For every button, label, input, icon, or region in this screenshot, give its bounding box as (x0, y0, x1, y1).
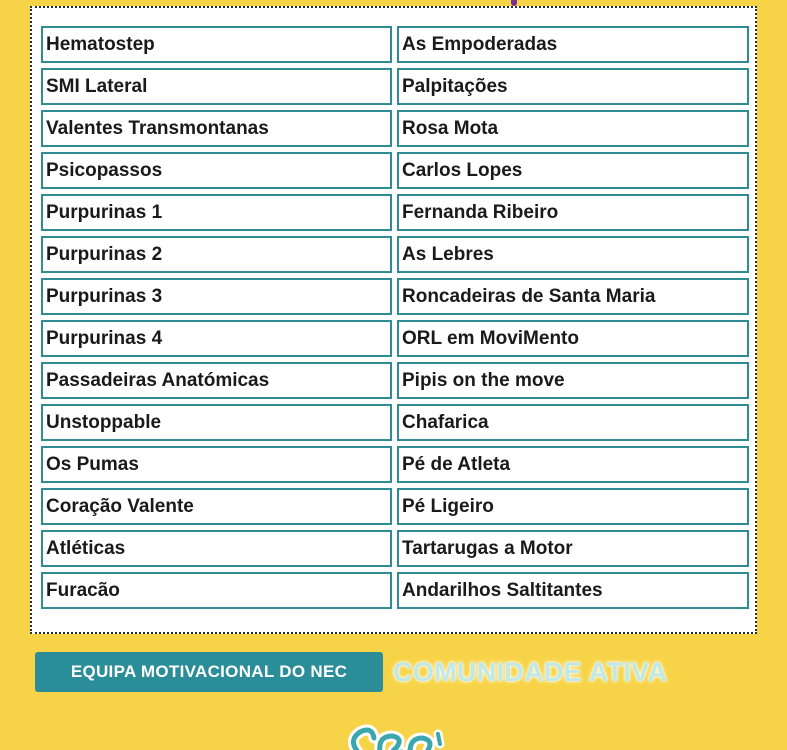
team-cell-left: Purpurinas 2 (41, 236, 392, 273)
team-cell-left: Purpurinas 1 (41, 194, 392, 231)
team-cell-right: As Lebres (397, 236, 749, 273)
team-cell-right: Palpitações (397, 68, 749, 105)
team-cell-left: Purpurinas 3 (41, 278, 392, 315)
team-cell-left: Passadeiras Anatómicas (41, 362, 392, 399)
team-cell-left: Valentes Transmontanas (41, 110, 392, 147)
team-cell-left: Os Pumas (41, 446, 392, 483)
team-cell-left: Unstoppable (41, 404, 392, 441)
team-cell-right: Carlos Lopes (397, 152, 749, 189)
team-cell-right: Pé de Atleta (397, 446, 749, 483)
team-cell-right: Tartarugas a Motor (397, 530, 749, 567)
team-cell-right: Pipis on the move (397, 362, 749, 399)
team-cell-left: Coração Valente (41, 488, 392, 525)
tagline: COMUNIDADE ATIVA (393, 656, 668, 687)
team-cell-right: As Empoderadas (397, 26, 749, 63)
team-cell-right: Roncadeiras de Santa Maria (397, 278, 749, 315)
teams-table (41, 26, 749, 609)
team-cell-right: ORL em MoviMento (397, 320, 749, 357)
team-cell-right: Chafarica (397, 404, 749, 441)
team-cell-right: Andarilhos Saltitantes (397, 572, 749, 609)
team-badge: EQUIPA MOTIVACIONAL DO NEC (35, 652, 383, 692)
team-cell-left: SMI Lateral (41, 68, 392, 105)
team-cell-left: Atléticas (41, 530, 392, 567)
team-cell-left: Furacão (41, 572, 392, 609)
team-cell-right: Fernanda Ribeiro (397, 194, 749, 231)
teams-card (30, 6, 757, 634)
logo (330, 712, 460, 750)
team-cell-left: Psicopassos (41, 152, 392, 189)
team-cell-left: Hematostep (41, 26, 392, 63)
team-cell-left: Purpurinas 4 (41, 320, 392, 357)
team-cell-right: Pé Ligeiro (397, 488, 749, 525)
team-cell-right: Rosa Mota (397, 110, 749, 147)
